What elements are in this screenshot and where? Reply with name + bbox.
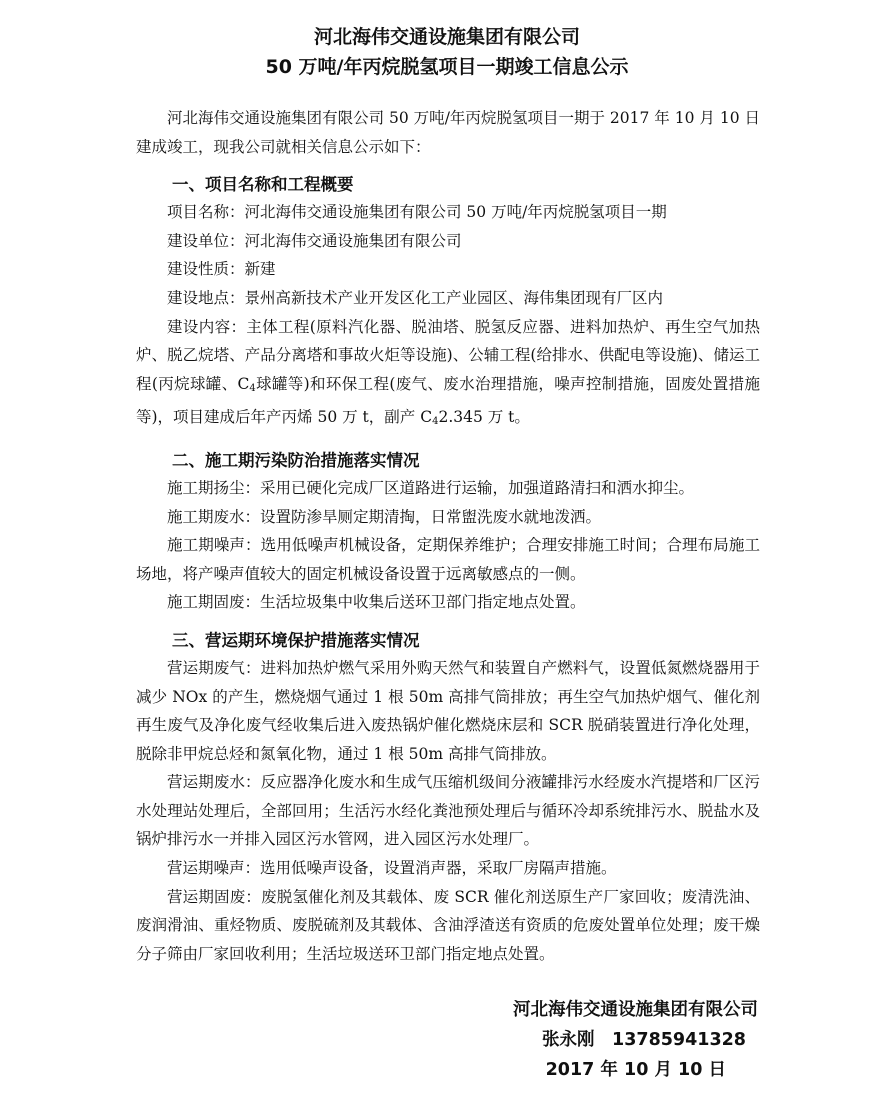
signature-company: 河北海伟交通设施集团有限公司 [513, 1000, 758, 1020]
signature-contact: 张永刚 13785941328 [542, 1030, 746, 1050]
section-heading-construction: 二、施工期污染防治措施落实情况 [172, 450, 420, 470]
operation-gas-paragraph: 营运期废气：进料加热炉燃气采用外购天然气和装置自产燃料气，设置低氮燃烧器用于减少 NOx 的产生，燃烧烟气通过 1 根 50m 高排气筒排放；再生空气加热炉烟气、催化剂再生废气及净化废气经收集后进入废热锅炉催化燃烧床层和 SCR 脱硝装置进行净化处理，脱除非甲烷总烃和氮氧化物，通过 1 根 50m 高排气筒排放。 [136, 658, 760, 763]
signature-date: 2017 年 10 月 10 日 [545, 1060, 726, 1080]
construction-wastewater-line: 施工期废水：设置防渗旱厕定期清掏，日常盥洗废水就地泼洒。 [167, 507, 602, 526]
document-title [0, 22, 894, 82]
title-company: 河北海伟交通设施集团有限公司 [313, 26, 580, 48]
document-body [136, 104, 760, 968]
signature-block [513, 995, 758, 1085]
construction-noise-paragraph: 施工期噪声：选用低噪声机械设备，定期保养维护；合理安排施工时间；合理布局施工场地，将产噪声值较大的固定机械设备设置于远离敏感点的一侧。 [136, 536, 760, 583]
operation-wastewater-paragraph: 营运期废水：反应器净化废水和生成气压缩机级间分液罐排污水经废水汽提塔和厂区污水处理站处理后，全部回用；生活污水经化粪池预处理后与循环冷却系统排污水、脱盐水及锅炉排污水一并排入园区污水管网，进入园区污水处理厂。 [136, 773, 760, 849]
section-heading-operation: 三、营运期环境保护措施落实情况 [172, 630, 420, 650]
construction-content-paragraph [136, 313, 760, 437]
content-part-b: 球罐等)和环保工程(废气、废水治理措施，噪声控制措施，固废处置措施等)，项目建成后年产丙烯 50 万 t，副产 C [136, 374, 760, 427]
construction-dust-line: 施工期扬尘：采用已硬化完成厂区道路进行运输，加强道路清扫和洒水抑尘。 [167, 478, 695, 497]
intro-paragraph: 河北海伟交通设施集团有限公司 50 万吨/年丙烷脱氢项目一期于 2017 年 10 月 10 日建成竣工，现我公司就相关信息公示如下： [136, 109, 760, 156]
content-part-a: 建设内容：主体工程(原料汽化器、脱油塔、脱氢反应器、进料加热炉、再生空气加热炉、脱乙烷塔、产品分离塔和事故火炬等设施)、公辅工程(给排水、供配电等设施)、储运工程(丙烷球罐、C [136, 317, 760, 393]
section-heading-overview: 一、项目名称和工程概要 [172, 175, 354, 195]
c4-subscript: 4 [432, 416, 439, 428]
content-part-c: 2.345 万 t。 [438, 408, 530, 427]
nature-line: 建设性质：新建 [167, 260, 276, 279]
title-project: 50 万吨/年丙烷脱氢项目一期竣工信息公示 [265, 56, 629, 78]
construction-solid-line: 施工期固废：生活垃圾集中收集后送环卫部门指定地点处置。 [167, 593, 586, 612]
builder-line: 建设单位：河北海伟交通设施集团有限公司 [167, 231, 462, 250]
location-line: 建设地点：景州高新技术产业开发区化工产业园区、海伟集团现有厂区内 [167, 288, 664, 307]
c4-subscript: 4 [249, 382, 256, 394]
operation-noise-line: 营运期噪声：选用低噪声设备，设置消声器，采取厂房隔声措施。 [167, 859, 617, 878]
project-name-line: 项目名称：河北海伟交通设施集团有限公司 50 万吨/年丙烷脱氢项目一期 [167, 203, 667, 222]
operation-solid-paragraph: 营运期固废：废脱氢催化剂及其载体、废 SCR 催化剂送原生产厂家回收；废清洗油、废润滑油、重烃物质、废脱硫剂及其载体、含油浮渣送有资质的危废处置单位处理；废干燥分子筛由厂家回收利用；生活垃圾送环卫部门指定地点处置。 [136, 887, 760, 963]
